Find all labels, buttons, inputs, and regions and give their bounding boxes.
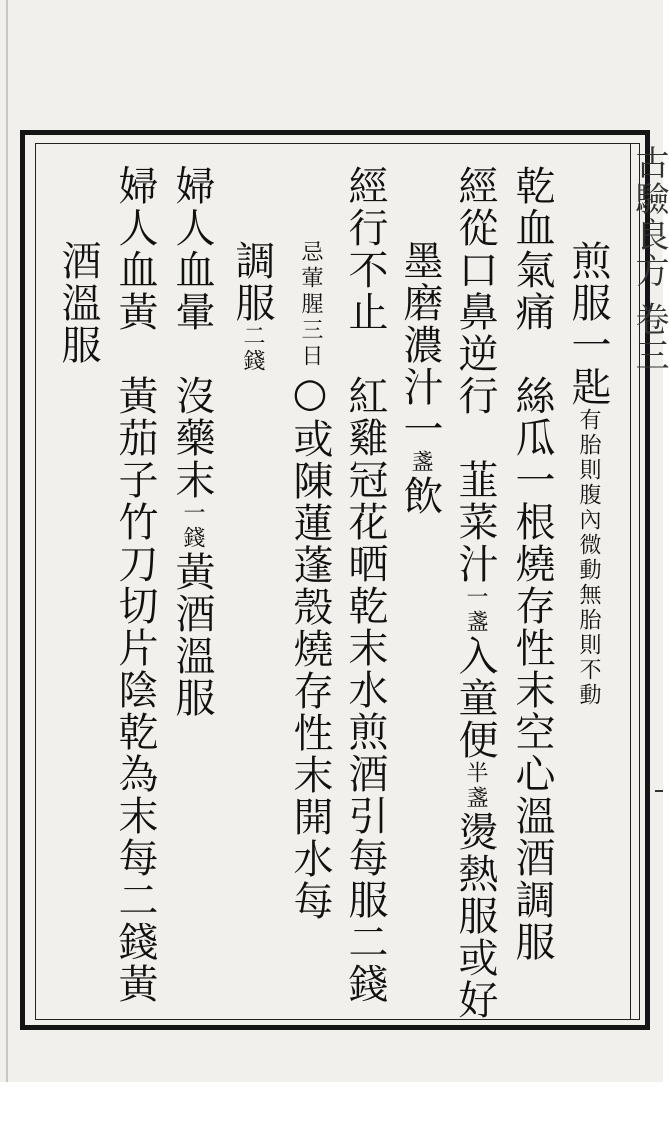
fore-edge-title xyxy=(629,145,669,525)
column-main-text: 調服 xyxy=(229,240,275,324)
column-annotation: 一盞 xyxy=(463,585,488,635)
text-column-5 xyxy=(342,165,388,1005)
fore-edge-text: 古驗良方 卷三 xyxy=(629,145,669,374)
column-main-text: 酒溫服 xyxy=(55,240,101,366)
column-annotation: 忌葷腥三日 xyxy=(298,240,323,370)
column-main-text: 婦人血黃 黃茄子竹刀切片陰乾為末每二錢黃 xyxy=(112,165,158,1005)
column-main-text-2: 入童便 xyxy=(452,635,498,761)
text-column-7 xyxy=(229,240,275,374)
column-annotation: 二錢 xyxy=(240,324,265,374)
text-column-9 xyxy=(112,165,158,1005)
text-column-8 xyxy=(169,165,215,719)
column-annotation: 盞 xyxy=(408,450,433,475)
text-column-6 xyxy=(287,240,333,922)
column-main-text-2: 飲 xyxy=(397,475,443,517)
column-main-text: 煎服一匙 xyxy=(565,240,611,408)
column-annotation: 一錢 xyxy=(180,501,205,551)
column-main-text-2: 黃酒溫服 xyxy=(169,551,215,719)
text-column-3 xyxy=(452,165,498,1021)
column-annotation: 有胎則腹內微動無胎則不動 xyxy=(576,408,601,708)
text-column-10 xyxy=(55,240,101,366)
text-column-1 xyxy=(565,240,611,708)
fore-edge-mark xyxy=(655,790,663,792)
column-main-text: 經行不止 紅雞冠花晒乾末水煎酒引每服二錢 xyxy=(342,165,388,1005)
column-annotation-2: 半盞 xyxy=(463,761,488,811)
column-main-text-3: 燙熱服或好 xyxy=(452,811,498,1021)
column-main-text: ○或陳蓮蓬殼燒存性末開水每 xyxy=(287,370,333,922)
column-main-text: 經從口鼻逆行 韮菜汁 xyxy=(452,165,498,585)
text-column-4 xyxy=(397,240,443,517)
column-main-text: 乾血氣痛 絲瓜一根燒存性末空心溫酒調服 xyxy=(509,165,555,963)
page-fold-line xyxy=(6,0,8,1082)
column-main-text: 墨磨濃汁一 xyxy=(397,240,443,450)
text-column-2 xyxy=(509,165,555,963)
column-main-text: 婦人血暈 沒藥末 xyxy=(169,165,215,501)
